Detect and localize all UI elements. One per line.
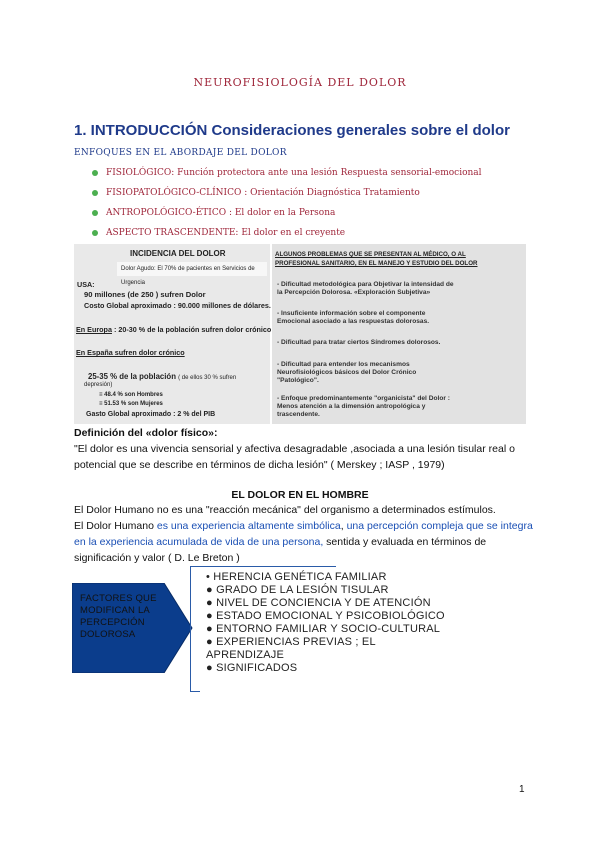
definicion-text: "El dolor es una vivencia sensorial y afectiva desagradable ,asociada a una lesión tisular real o potencial que se describe en términos de dicha lesión" ( Merskey ; IASP , 1979) xyxy=(74,443,515,471)
list-item: ● ENTORNO FAMILIAR Y SOCIO-CULTURAL xyxy=(206,623,441,635)
page-number: 1 xyxy=(519,784,525,795)
pct-main: 25-35 % de la población xyxy=(88,372,176,381)
list-item: • HERENCIA GENÉTICA FAMILIAR xyxy=(206,571,387,583)
factores-label: FACTORES QUE MODIFICAN LA PERCEPCIÓN DOLOROSA xyxy=(80,593,157,640)
usa-label: USA: xyxy=(77,280,95,289)
list-item: ● SIGNIFICADOS xyxy=(206,662,298,674)
list-item: FISIOLÓGICO: Función protectora ante una lesión Respuesta sensorial-emocional xyxy=(92,164,482,184)
europa-label: En Europa xyxy=(76,325,112,334)
enfoques-subheading: ENFOQUES EN EL ABORDAJE DEL DOLOR xyxy=(74,148,287,158)
problema-item-5: - Enfoque predominantemente "organicista" del Dolor : Menos atención a la dimensión antropológica y trascendente. xyxy=(277,395,450,418)
list-item: FISIOPATOLÓGICO-CLÍNICO : Orientación Diagnóstica Tratamiento xyxy=(92,184,482,204)
list-item: ● NIVEL DE CONCIENCIA Y DE ATENCIÓN xyxy=(206,597,431,609)
usa-line1: 90 millones (de 250 ) sufren Dolor xyxy=(84,290,206,299)
dolor-agudo-box: Dolor Agudo: El 70% de pacientes en Servicios de Urgencia xyxy=(117,262,267,276)
europa-text: : 20-30 % de la población sufren dolor crónico xyxy=(113,325,272,334)
mujeres-line: ≡ 51.53 % son Mujeres xyxy=(99,401,163,407)
dolor-hombre-heading: EL DOLOR EN EL HOMBRE xyxy=(231,489,369,501)
factores-list xyxy=(206,571,445,675)
incidencia-title: INCIDENCIA DEL DOLOR xyxy=(130,249,226,258)
factores-bracket xyxy=(190,566,200,692)
section-heading-introduccion: 1. INTRODUCCIÓN Consideraciones generales sobre el dolor xyxy=(74,122,510,139)
gasto-line: Gasto Global aproximado : 2 % del PIB xyxy=(86,411,216,418)
definicion-heading: Definición del «dolor físico»: xyxy=(74,427,218,439)
page-title: NEUROFISIOLOGÍA DEL DOLOR xyxy=(193,76,407,89)
paragraph-2: El Dolor Humano es una experiencia altamente simbólica, una percepción compleja que se integra en la experiencia acumulada de vida de una persona, sentida y evaluada en términos de significación y valor ( D. Le Breton ) xyxy=(74,520,533,564)
problema-item-3: - Dificultad para tratar ciertos Síndromes dolorosos. xyxy=(277,339,441,346)
list-item: ● EXPERIENCIAS PREVIAS ; EL xyxy=(206,636,376,648)
espana-line: En España sufren dolor crónico xyxy=(76,348,185,357)
usa-line2: Costo Global aproximado : 90.000 millones de dólares. xyxy=(84,301,271,310)
bracket-top-line xyxy=(196,566,336,567)
problema-item-4: - Dificultad para entender los mecanismos Neurofisiológicos básicos del Dolor Crónico "Patológico". xyxy=(277,361,417,384)
list-item: ● GRADO DE LA LESIÓN TISULAR xyxy=(206,584,389,596)
problema-item-2: - Insuficiente información sobre el componente Emocional asociado a las respuestas dolorosas. xyxy=(277,310,430,325)
list-item: APRENDIZAJE xyxy=(206,649,284,661)
problemas-title-2: PROFESIONAL SANITARIO, EN EL MANEJO Y ESTUDIO DEL DOLOR xyxy=(275,260,478,267)
factores-arrow-shape xyxy=(72,583,194,673)
pct-note2: depresión) xyxy=(84,382,113,388)
enfoques-list xyxy=(92,164,482,244)
paragraph-1: El Dolor Humano no es una "reacción mecánica" del organismo a determinados estímulos. xyxy=(74,504,496,516)
pct-note: ( de ellos 30 % sufren xyxy=(178,375,237,381)
europa-line xyxy=(76,325,271,334)
hombres-line: ≡ 48.4 % son Hombres xyxy=(99,392,163,398)
problemas-title-1: ALGUNOS PROBLEMAS QUE SE PRESENTAN AL MÉDICO, O AL xyxy=(275,251,466,258)
list-item: ● ESTADO EMOCIONAL Y PSICOBIOLÓGICO xyxy=(206,610,445,622)
list-item: ANTROPOLÓGICO-ÉTICO : El dolor en la Persona xyxy=(92,204,482,224)
problema-item-1: - Dificultad metodológica para Objetivar la intensidad de la Percepción Dolorosa. «Exploración Subjetiva» xyxy=(277,281,454,296)
list-item: ASPECTO TRASCENDENTE: El dolor en el creyente xyxy=(92,224,482,244)
